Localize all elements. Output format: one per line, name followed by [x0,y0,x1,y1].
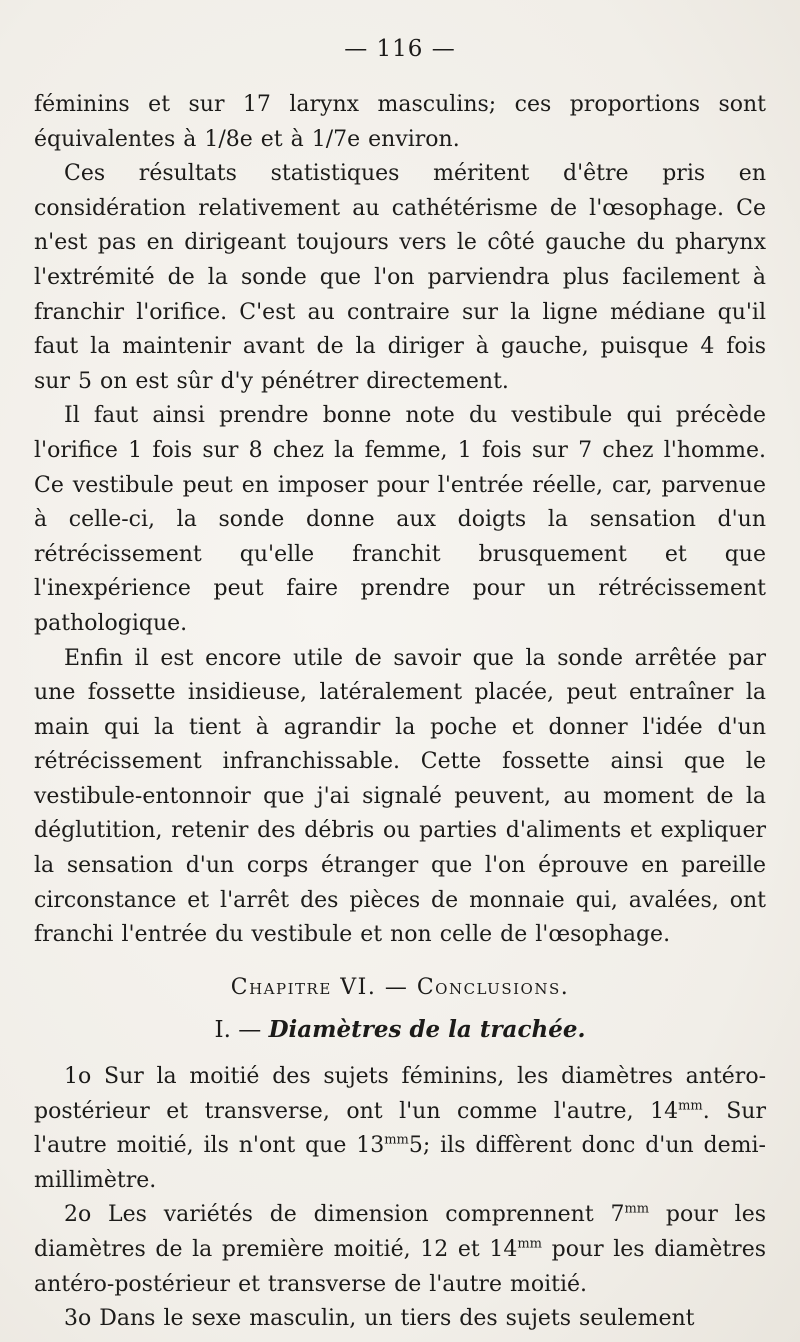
conclusion-2-text-c: pour les diamètres antéro-postérieur et transverse de l'autre moitié. [34,1237,767,1297]
page-number: — 116 — [344,36,456,62]
conclusion-2-text-b: pour les diamètres de la première moitié, 12 et 14 [34,1202,766,1262]
conclusion-1-text-b: . Sur l'autre moitié, ils n'ont que 13 [34,1098,766,1159]
chapter-heading: Chapitre VI. — Conclusions. [230,974,570,1000]
section-number: I. — [214,1017,262,1044]
section-title: Diamètres de la trachée. [268,1016,586,1044]
conclusion-3: 3o Dans le sexe masculin, un tiers des sujets seulement [64,1306,695,1332]
section-heading [34,1013,766,1048]
conclusion-1 [34,1060,766,1198]
paragraph-continuation: féminins et sur 17 larynx masculins; ces proportions sont équivalentes à 1/8e et à 1/7e environ. [34,92,766,152]
unit-superscript: mm [384,1132,409,1148]
unit-superscript: mm [624,1202,650,1218]
unit-superscript: mm [517,1236,542,1252]
paragraph-fossette: Enfin il est encore utile de savoir que la sonde arrêtée par une fossette insidieuse, latéralement placée, peut entraîner la main qui la tient à agrandir la poche et donner l'idée d'un rétrécissement infranchissable. Cette fossette ainsi que le vestibule-entonnoir que j'ai signalé peuvent, au moment de la déglutition, retenir des débris ou parties d'aliments et expliquer la sensation d'un corps étranger que l'on éprouve en pareille circonstance et l'arrêt des pièces de monnaie qui, avalées, ont franchi l'entrée du vestibule et non celle de l'œsophage. [34,645,766,948]
page-body [34,88,766,1337]
conclusion-2-text-a: 2o Les variétés de dimension comprennent 7 [64,1202,625,1228]
paragraph-vestibule: Il faut ainsi prendre bonne note du vestibule qui précède l'orifice 1 fois sur 8 chez la femme, 1 fois sur 7 chez l'homme. Ce vestibule peut en imposer pour l'entrée réelle, car, parvenue à celle-ci, la sonde donne aux doigts la sensation d'un rétrécissement qu'elle franchit brusquement et que l'inexpérience peut faire prendre pour un rétrécissement pathologique. [34,403,766,636]
unit-superscript: mm [678,1098,703,1114]
paragraph-statistics: Ces résultats statistiques méritent d'être pris en considération relativement au cathétérisme de l'œsophage. Ce n'est pas en dirigeant toujours vers le côté gauche du pharynx l'extrémité de la sonde que l'on parviendra plus facilement à franchir l'orifice. C'est au contraire sur la ligne médiane qu'il faut la maintenir avant de la diriger à gauche, puisque 4 fois sur 5 on est sûr d'y pénétrer directement. [34,161,766,394]
conclusion-1-text-a: 1o Sur la moitié des sujets féminins, les diamètres antéro-postérieur et transverse, ont l'un comme l'autre, 14 [34,1064,766,1124]
conclusion-2 [34,1198,766,1302]
conclusion-1-text-c: 5; ils diffèrent donc d'un demi-millimètre. [34,1133,766,1193]
